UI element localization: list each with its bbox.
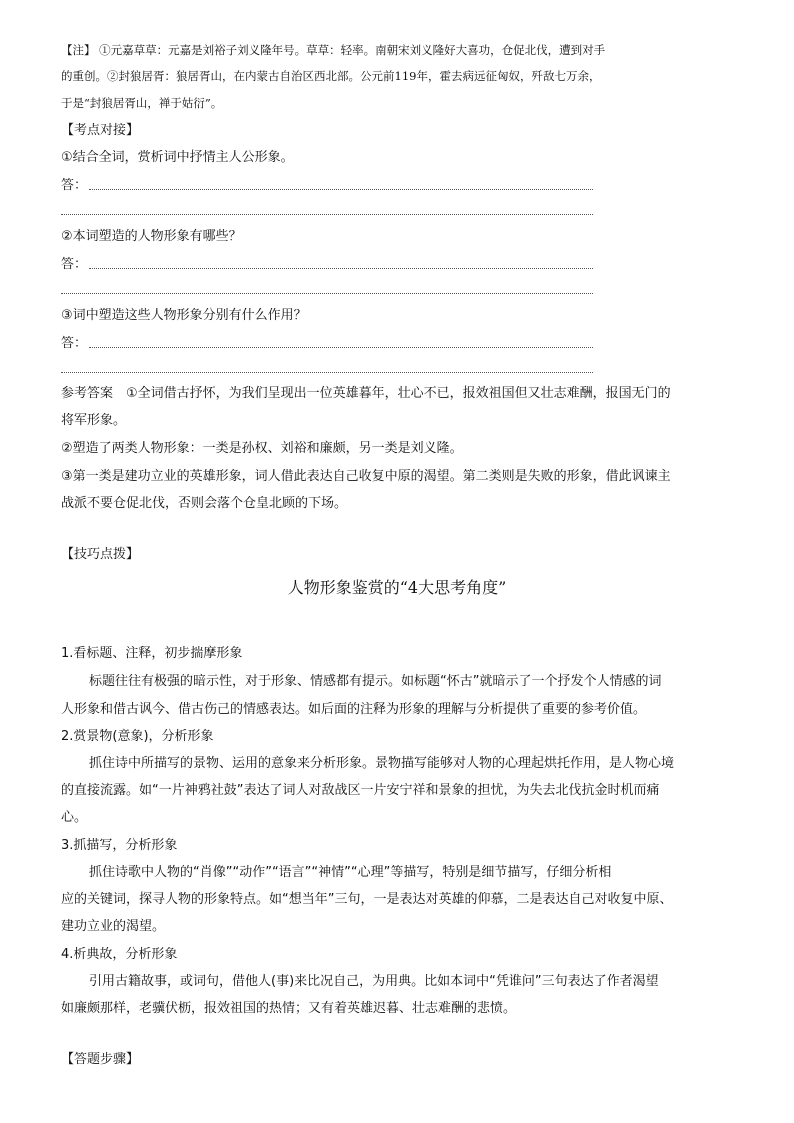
answer-label: 答： bbox=[61, 178, 88, 193]
answer-dotted-line bbox=[61, 372, 593, 373]
note-line-1: 【注】 ①元嘉草草：元嘉是刘裕子刘义隆年号。草草：轻率。南朝宋刘义隆好大喜功，仓促北伐，遭到对手 bbox=[61, 43, 606, 57]
answer-field-1[interactable] bbox=[61, 178, 593, 194]
answer-field-3[interactable] bbox=[61, 336, 593, 352]
question-1: ①结合全词，赏析词中抒情主人公形象。 bbox=[61, 150, 294, 165]
skill-2-line-1: 抓住诗中所描写的景物、运用的意象来分析形象。景物描写能够对人物的心理起烘托作用，是人物心境 bbox=[89, 756, 675, 771]
skill-3-line-1: 抓住诗歌中人物的“肖像”“动作”“语言”“神情”“心理”等描写，特别是细节描写，仔细分析相 bbox=[89, 865, 612, 880]
skill-4-heading: 4.析典故，分析形象 bbox=[61, 947, 178, 962]
skill-1-line-1: 标题往往有极强的暗示性，对于形象、情感都有提示。如标题“怀古”就暗示了一个抒发个人情感的词 bbox=[89, 674, 662, 689]
reference-line-2: 将军形象。 bbox=[61, 413, 127, 428]
skill-2-line-2: 的直接流露。如“一片神鸦社鼓”表达了词人对敌战区一片安宁祥和景象的担忧，为失去北伐抗金时机而痛 bbox=[61, 783, 660, 798]
answer-field-2[interactable] bbox=[61, 257, 593, 273]
note-line-3: 于是“封狼居胥山，禅于姑衍”。 bbox=[61, 96, 223, 110]
answer-dotted-line bbox=[89, 189, 593, 190]
section-title: 人物形象鉴赏的“4大思考角度” bbox=[287, 578, 507, 597]
skill-3-heading: 3.抓描写，分析形象 bbox=[61, 838, 178, 853]
answer-label: 答： bbox=[61, 336, 88, 351]
answer-dotted-line bbox=[61, 214, 593, 215]
skill-4-line-1: 引用古籍故事，或词句，借他人(事)来比况自己，为用典。比如本词中“凭谁问”三句表达了作者渴望 bbox=[89, 974, 659, 989]
question-2: ②本词塑造的人物形象有哪些？ bbox=[61, 229, 242, 244]
skill-3-line-2: 应的关键词，探寻人物的形象特点。如“想当年”三句，一是表达对英雄的仰慕，二是表达自己对收复中原、 bbox=[61, 892, 673, 907]
skill-3-line-3: 建功立业的渴望。 bbox=[61, 919, 166, 934]
skill-4-line-2: 如廉颇那样，老骥伏枥，报效祖国的热情；又有着英雄迟暮、壮志难酬的悲愤。 bbox=[61, 1001, 517, 1016]
note-line-2: 的重创。②封狼居胥：狼居胥山，在内蒙古自治区西北部。公元前119年，霍去病远征匈奴，歼敌七万余， bbox=[61, 69, 601, 83]
skill-1-line-2: 人形象和借古讽今、借古伤己的情感表达。如后面的注释为形象的理解与分析提供了重要的参考价值。 bbox=[61, 702, 647, 717]
answer-dotted-line bbox=[61, 293, 593, 294]
answer-dotted-line bbox=[89, 347, 593, 348]
reference-line-3: ②塑造了两类人物形象：一类是孙权、刘裕和廉颇，另一类是刘义隆。 bbox=[61, 441, 463, 456]
skill-1-heading: 1.看标题、注释，初步揣摩形象 bbox=[61, 646, 243, 661]
question-3: ③词中塑造这些人物形象分别有什么作用？ bbox=[61, 308, 307, 323]
reference-line-1: 参考答案 ①全词借古抒怀，为我们呈现出一位英雄暮年，壮心不已，报效祖国但又壮志难酬，报国无门的 bbox=[61, 386, 671, 401]
exam-heading: 【考点对接】 bbox=[61, 123, 140, 138]
skills-heading: 【技巧点拨】 bbox=[61, 547, 140, 562]
reference-line-4: ③第一类是建功立业的英雄形象，词人借此表达自己收复中原的渴望。第二类则是失败的形象，借此讽谏主 bbox=[61, 469, 671, 484]
steps-heading: 【答题步骤】 bbox=[61, 1052, 140, 1067]
answer-label: 答： bbox=[61, 257, 88, 272]
answer-dotted-line bbox=[89, 268, 593, 269]
reference-line-5: 战派不要仓促北伐，否则会落个仓皇北顾的下场。 bbox=[61, 496, 348, 511]
skill-2-line-3: 心。 bbox=[61, 810, 88, 825]
skill-2-heading: 2.赏景物(意象)，分析形象 bbox=[61, 729, 214, 744]
